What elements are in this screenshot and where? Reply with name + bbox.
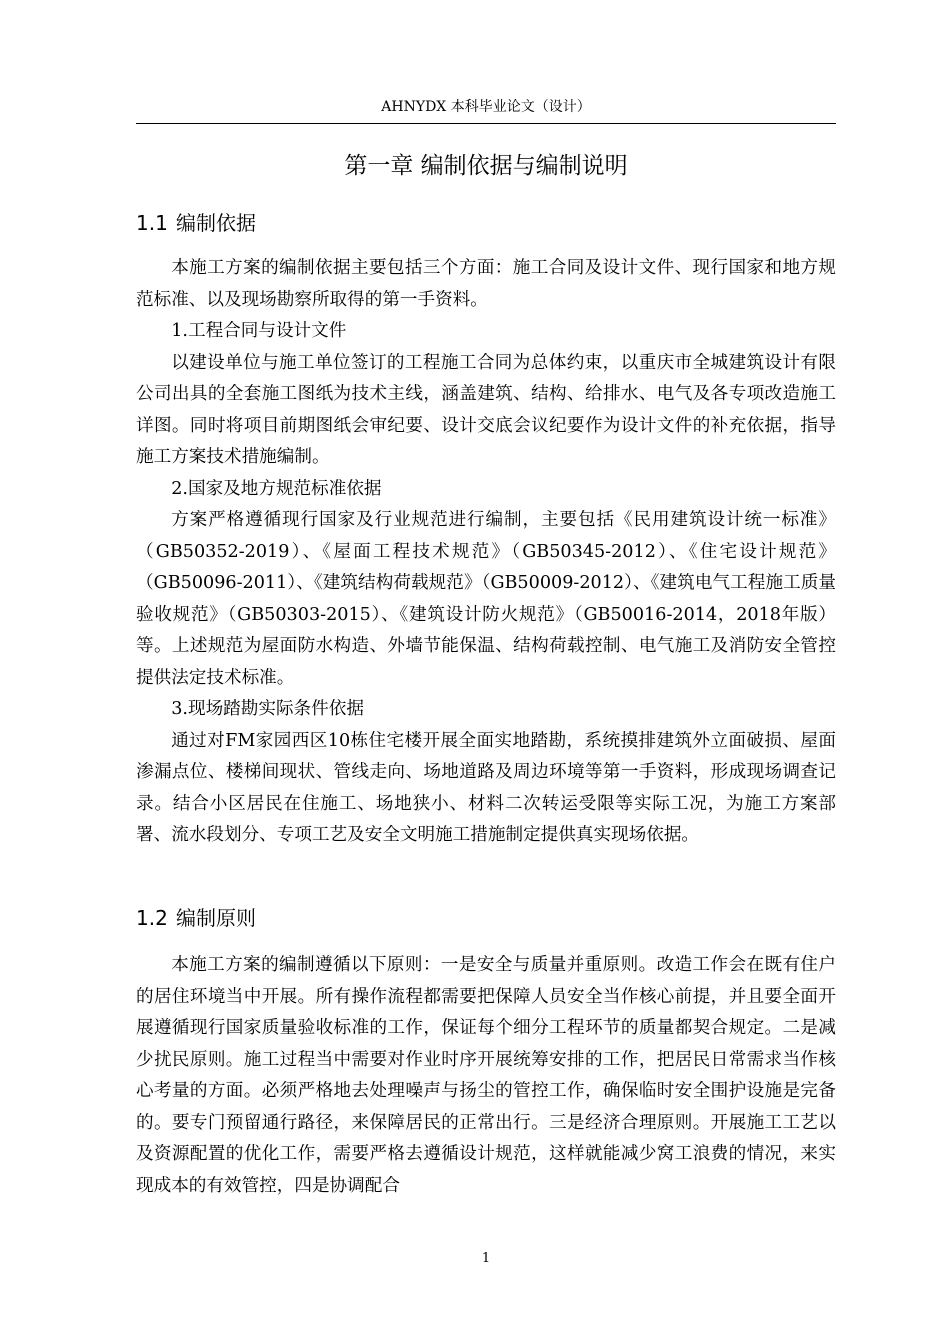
subheading: 1.工程合同与设计文件 xyxy=(171,321,347,341)
section-number: 1.1 xyxy=(136,211,168,235)
subheading: 3.现场踏勘实际条件依据 xyxy=(171,699,364,719)
paragraph: 方案严格遵循现行国家及行业规范进行编制，主要包括《民用建筑设计统一标准》（GB50352-2019）、《屋面工程技术规范》（GB50345-2012）、《住宅设计规范》（GB50096-2011）、《建筑结构荷载规范》（GB50009-2012）、《建筑电气工程施工质量验收规范》（GB50303-2015）、《建筑设计防火规范》（GB50016-2014，2018年版）等。上述规范为屋面防水构造、外墙节能保温、结构荷载控制、电气施工及消防安全管控提供法定技术标准。 xyxy=(136,510,836,688)
subheading: 2.国家及地方规范标准依据 xyxy=(171,478,382,499)
section-heading-1-1 xyxy=(136,208,836,238)
section-1-1-body xyxy=(136,253,836,852)
header-rule xyxy=(136,123,836,124)
paragraph: 以建设单位与施工单位签订的工程施工合同为总体约束，以重庆市全城建筑设计有限公司出具的全套施工图纸为技术主线，涵盖建筑、结构、给排水、电气及各专项改造施工详图。同时将项目前期图纸会审纪要、设计交底会议纪要作为设计文件的补充依据，指导施工方案技术措施编制。 xyxy=(136,352,836,467)
section-1-2-body xyxy=(136,950,836,1202)
section-title: 编制原则 xyxy=(176,906,256,930)
section-title: 编制依据 xyxy=(176,211,256,235)
section-number: 1.2 xyxy=(136,906,168,930)
paragraph: 通过对FM家园西区10栋住宅楼开展全面实地踏勘，系统摸排建筑外立面破损、屋面渗漏点位、楼梯间现状、管线走向、场地道路及周边环境等第一手资料，形成现场调查记录。结合小区居民在住施工、场地狭小、材料二次转运受限等实际工况，为施工方案部署、流水段划分、专项工艺及安全文明施工措施制定提供真实现场依据。 xyxy=(136,730,836,845)
page-number: 1 xyxy=(481,1251,491,1266)
paragraph: 本施工方案的编制遵循以下原则：一是安全与质量并重原则。改造工作会在既有住户的居住环境当中开展。所有操作流程都需要把保障人员安全当作核心前提，并且要全面开展遵循现行国家质量验收标准的工作，保证每个细分工程环节的质量都契合规定。二是减少扰民原则。施工过程当中需要对作业时序开展统筹安排的工作，把居民日常需求当作核心考量的方面。必须严格地去处理噪声与扬尘的管控工作，确保临时安全围护设施是完备的。要专门预留通行路径，来保障居民的正常出行。三是经济合理原则。开展施工工艺以及资源配置的优化工作，需要严格去遵循设计规范，这样就能减少窝工浪费的情况，来实现成本的有效管控，四是协调配合 xyxy=(136,955,836,1196)
chapter-title: 第一章 编制依据与编制说明 xyxy=(344,153,628,179)
section-heading-1-2 xyxy=(136,903,836,933)
paragraph: 本施工方案的编制依据主要包括三个方面：施工合同及设计文件、现行国家和地方规范标准、以及现场勘察所取得的第一手资料。 xyxy=(136,258,836,310)
running-header: AHNYDX 本科毕业论文（设计） xyxy=(381,99,591,115)
